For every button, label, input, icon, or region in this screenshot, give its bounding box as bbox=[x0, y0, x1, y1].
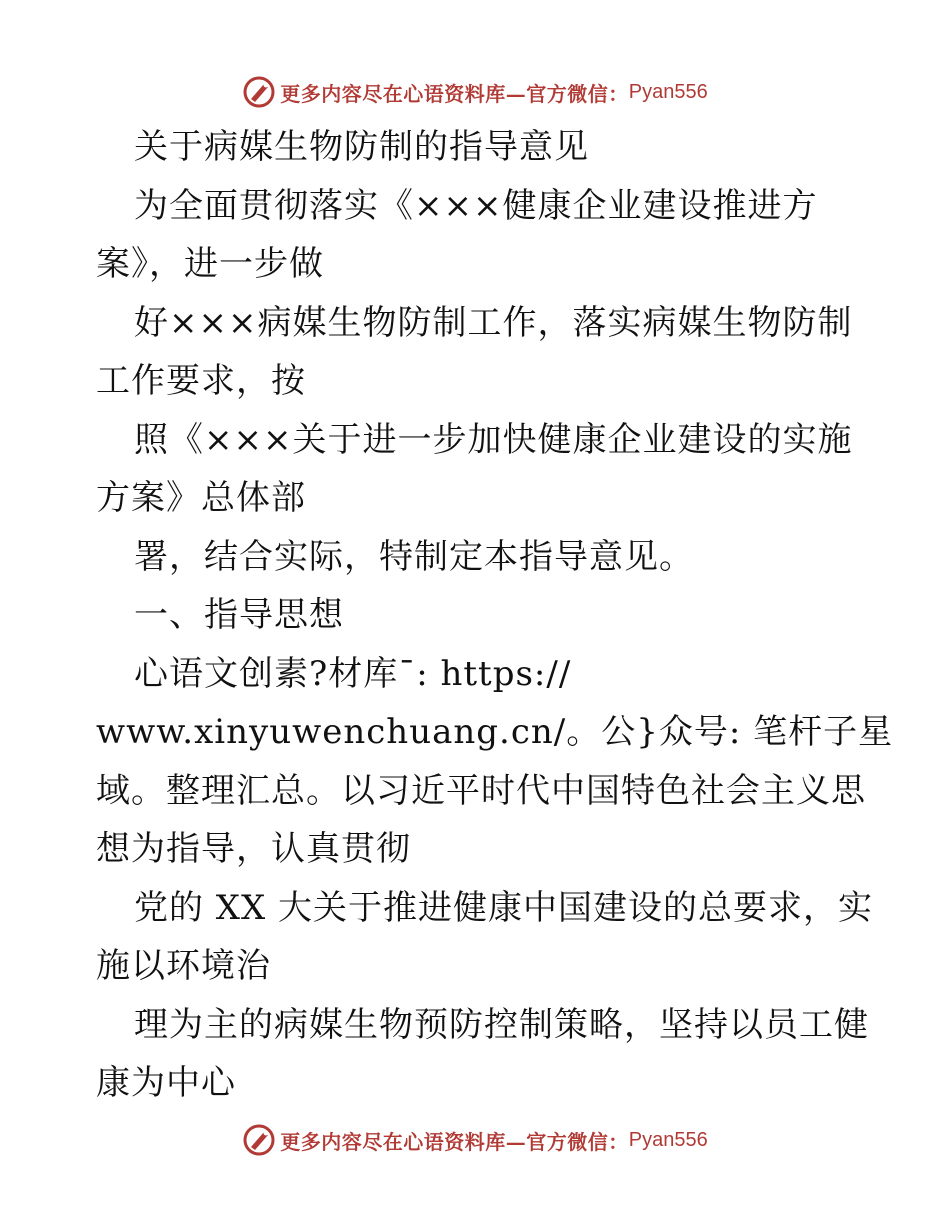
ink-pen-logo-icon bbox=[242, 1123, 276, 1157]
footer-text: 更多内容尽在心语资料库—官方微信： bbox=[280, 1129, 629, 1154]
paragraph-line: 方案》总体部 bbox=[96, 478, 306, 518]
paragraph-line: 想为指导，认真贯彻 bbox=[96, 829, 411, 869]
paragraph-line: 心语文创素?材库¯: https:// bbox=[134, 653, 572, 694]
paragraph-line: 党的 XX 大关于推进健康中国建设的总要求，实 bbox=[134, 887, 874, 928]
section-heading: 一、指导思想 bbox=[134, 595, 344, 635]
paragraph-line: 照《×××关于进一步加快健康企业建设的实施 bbox=[134, 419, 853, 460]
header-text: 更多内容尽在心语资料库—官方微信： bbox=[280, 81, 629, 106]
document-body bbox=[96, 118, 894, 1113]
paragraph-line: 署，结合实际，特制定本指导意见。 bbox=[134, 536, 694, 577]
footer-banner bbox=[0, 1120, 950, 1160]
paragraph-line: 案》，进一步做 bbox=[96, 244, 324, 284]
header-wechat-id: Pyan556 bbox=[628, 80, 708, 103]
document-title: 关于病媒生物防制的指导意见 bbox=[134, 127, 589, 167]
paragraph-line: 康为中心 bbox=[96, 1063, 236, 1103]
footer-wechat-id: Pyan556 bbox=[628, 1128, 708, 1151]
ink-pen-logo-icon bbox=[242, 75, 276, 109]
header-banner bbox=[0, 72, 950, 112]
paragraph-line: 域。整理汇总。以习近平时代中国特色社会主义思 bbox=[96, 770, 866, 811]
paragraph-line: www.xinyuwenchuang.cn/。公}众号: 笔杆子星 bbox=[96, 712, 894, 752]
paragraph-line: 为全面贯彻落实《×××健康企业建设推进方 bbox=[134, 185, 818, 226]
paragraph-line: 施以环境治 bbox=[96, 946, 271, 986]
paragraph-line: 好×××病媒生物防制工作，落实病媒生物防制 bbox=[134, 302, 853, 343]
paragraph-line: 工作要求，按 bbox=[96, 361, 306, 401]
paragraph-line: 理为主的病媒生物预防控制策略，坚持以员工健 bbox=[134, 1004, 869, 1045]
